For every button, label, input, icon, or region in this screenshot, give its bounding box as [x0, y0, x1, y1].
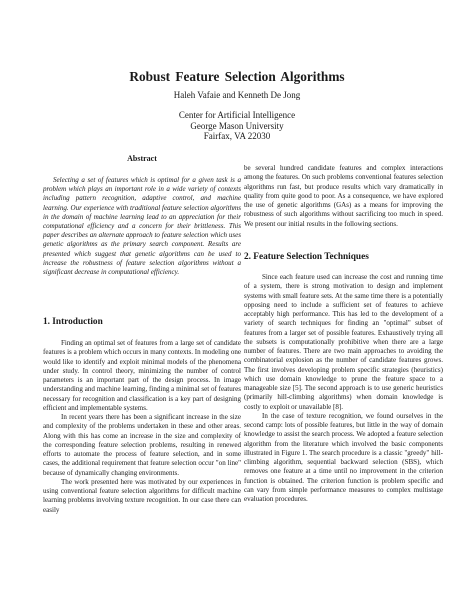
paragraph: Since each feature used can increase the cost and running time of a system, there is strong motivation to design and implement systems with small feature sets. At the same time there is a potentially opposing need to include a sufficient set of features to achieve acceptably high performance. This has led to the development of a variety of search techniques for finding an "optimal" subset of features from a larger set of possible features. Exhaustively trying all the subsets is computationally prohibitive when there are a large number of features. There are two main approaches to avoiding the combinatorial explosion as the number of candidate features grows. The first involves developing problem specific strategies (heuristics) which use domain knowledge to prune the feature space to a manageable size [5]. The second approach is to use generic heuristics (primarily hill-climbing algorithms) when domain knowledge is costly to exploit or unavailable [8]. — [244, 273, 443, 411]
affiliation-line: Fairfax, VA 22030 — [203, 131, 271, 141]
affiliation-line: George Mason University — [190, 120, 284, 131]
paper-title: Robust Feature Selection Algorithms — [129, 69, 345, 84]
affiliation-block — [0, 110, 474, 142]
section-2-heading: 2. Feature Selection Techniques — [244, 252, 369, 262]
paragraph: In the case of texture recognition, we found ourselves in the second camp: lots of possible features, but little in the way of domain knowledge to assist the search process. We adopted a feature selection algorithm from the literature which involved the basic components illustrated in Figure 1. The search procedure is a classic "greedy" hill-climbing algorithm, sequential backward selection (SBS), which removes one feature at a time until no improvement in the criterion function is obtained. The criterion function is problem specific and can vary from simple performance measures to complex multistage evaluation procedures. — [244, 411, 443, 503]
abstract-text: Selecting a set of features which is optimal for a given task is a problem which plays an important role in a wide variety of contexts including pattern recognition, adaptive control, and machine learning. Our experience with traditional feature selection algorithms in the domain of machine learning lead to an appreciation for their computational efficiency and a concern for their brittleness. This paper describes an alternate approach to feature selection which uses genetic algorithms as the primary search component. Results are presented which suggest that genetic algorithms can be used to increase the robustness of feature selection algorithms without a significant decrease in computational efficiency. — [43, 176, 241, 277]
paragraph: Finding an optimal set of features from a large set of candidate features is a problem which occurs in many contexts. In modeling one would like to identify and exploit minimal models of the phenomena under study. In control theory, minimizing the number of control parameters is an important part of the design process. In image understanding and machine learning, finding a minimal set of features necessary for recognition and classification is a key part of designing efficient and implementable systems. — [43, 339, 241, 412]
section-1-body — [43, 339, 241, 515]
abstract-heading: Abstract — [127, 154, 157, 163]
paragraph: be several hundred candidate features and complex interactions among the features. On such problems conventional features selection algorithms run fast, but produce results which vary dramatically in quality from quite good to poor. As a consequence, we have explored the use of genetic algorithms (GAs) as a means for improving the robustness of such algorithms without sacrificing too much in speed. We present our initial results in the following sections. — [244, 164, 443, 228]
continued-text — [244, 164, 443, 229]
section-1-heading: 1. Introduction — [43, 317, 103, 327]
affiliation-line: Center for Artificial Intelligence — [178, 110, 296, 120]
paragraph: In recent years there has been a significant increase in the size and complexity of the problems undertaken in these and other areas. Along with this has come an increase in the size and complexity of the corresponding feature selection problems, resulting in renewed efforts to automate the process of feature selection, and in some cases, the additional requirement that feature selection occur "on line" because of dynamically changing environments. — [43, 413, 241, 477]
section-2-body — [244, 273, 443, 504]
paragraph: The work presented here was motivated by our experiences in using conventional feature selection algorithms for difficult machine learning problems involving texture recognition. In our case there can easily — [43, 477, 241, 514]
paper-authors: Haleh Vafaie and Kenneth De Jong — [173, 90, 301, 100]
